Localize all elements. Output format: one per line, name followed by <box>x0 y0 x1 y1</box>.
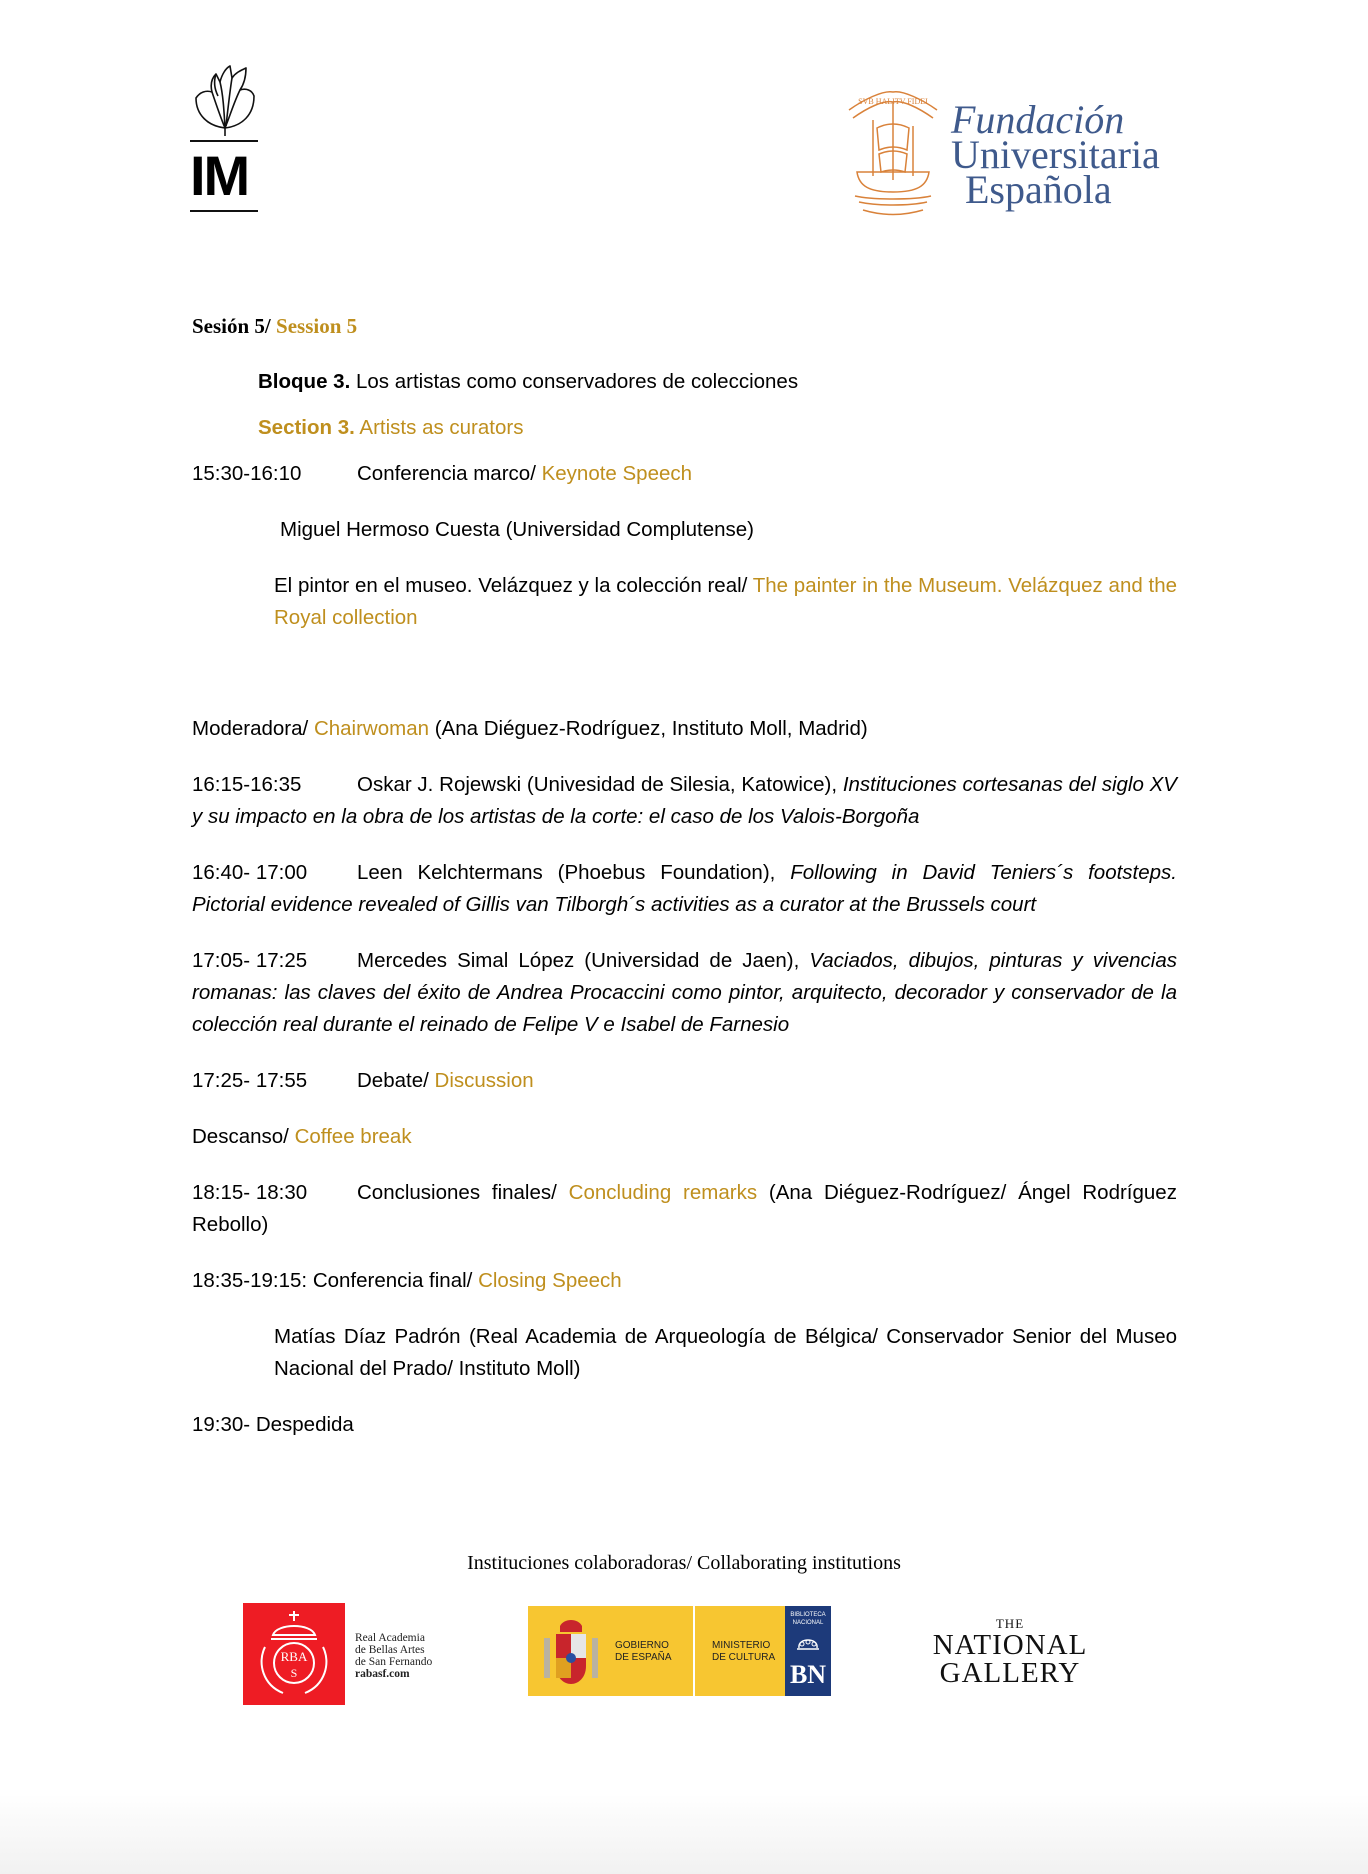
bn-letters: BN <box>789 1660 827 1689</box>
keynote-title-es: El pintor en el museo. Velázquez y la colección real/ <box>274 574 748 597</box>
debate-time: 17:25- 17:55 <box>192 1069 308 1092</box>
bn-line: NACIONAL <box>792 1620 824 1626</box>
keynote-label-es: Conferencia marco/ <box>357 462 536 485</box>
svg-text:RBA: RBA <box>280 1649 308 1664</box>
caravel-ship-icon <box>843 80 943 220</box>
section-title: Artists as curators <box>359 416 524 439</box>
debate-label-es: Debate/ <box>357 1069 429 1092</box>
break-row <box>192 1121 412 1153</box>
rabasf-text <box>355 1632 432 1680</box>
closing-label-es: Conferencia final/ <box>312 1269 473 1292</box>
talk-item <box>192 769 1177 833</box>
talk-time: 16:40- 17:00 <box>192 861 308 884</box>
keynote-time: 15:30-16:10 <box>192 462 302 485</box>
chair-row <box>192 713 868 745</box>
rabasf-line: de Bellas Artes <box>355 1644 425 1656</box>
talk-title: Instituciones cortesanas del siglo XV y su impacto en la obra de los artistas de la corte: el caso de los Valois-Borgoña <box>192 773 1177 828</box>
conclusions-time: 18:15- 18:30 <box>192 1181 308 1204</box>
fue-line: Española <box>965 167 1112 212</box>
conclusions-people: (Ana Diéguez-Rodríguez/ Ángel Rodríguez Rebollo) <box>192 1181 1177 1236</box>
keynote-label-en: Keynote Speech <box>541 462 693 485</box>
chair-label-es: Moderadora/ <box>192 717 309 740</box>
talk-speaker: Leen Kelchtermans (Phoebus Foundation), <box>357 861 776 884</box>
talk-speaker: Mercedes Simal López (Universidad de Jaen), <box>357 949 800 972</box>
keynote-speaker: Miguel Hermoso Cuesta (Universidad Complutense) <box>280 518 754 541</box>
closing-time: 18:35-19:15: <box>192 1269 308 1292</box>
rabasf-crest-icon <box>243 1603 345 1705</box>
section-heading <box>258 412 523 444</box>
chair-label-en: Chairwoman <box>313 717 430 740</box>
rabasf-line: de San Fernando <box>355 1656 433 1668</box>
debate-label-en: Discussion <box>434 1069 534 1092</box>
page-bottom-shadow <box>0 1794 1368 1874</box>
gobierno-text <box>615 1640 672 1664</box>
fundacion-universitaria-logo <box>843 80 1183 230</box>
rabasf-url: rabasf.com <box>355 1668 410 1680</box>
talk-time: 17:05- 17:25 <box>192 949 308 972</box>
conclusions-label-es: Conclusiones finales/ <box>357 1181 557 1204</box>
tulip-icon <box>190 60 260 140</box>
ng-line: NATIONAL <box>932 1629 1088 1661</box>
debate-row <box>192 1065 534 1097</box>
talk-speaker: Oskar J. Rojewski (Univesidad de Silesia, Katowice), <box>357 773 838 796</box>
keynote-title <box>274 570 1177 634</box>
bn-small-text <box>787 1611 829 1627</box>
talk-item <box>192 945 1177 1041</box>
crown-icon <box>794 1636 822 1652</box>
talk-item <box>192 857 1177 921</box>
block-title: Los artistas como conservadores de colecciones <box>355 370 799 393</box>
ministerio-line: MINISTERIO <box>712 1640 771 1651</box>
svg-text:S: S <box>290 1666 298 1680</box>
gobierno-line: GOBIERNO <box>615 1640 669 1651</box>
farewell-row: 19:30- Despedida <box>192 1413 354 1436</box>
logo-rule-top <box>190 140 258 142</box>
break-label-es: Descanso/ <box>192 1125 289 1148</box>
spain-coat-of-arms-icon <box>540 1616 602 1688</box>
talk-title: Following in David Teniers´s footsteps. Pictorial evidence revealed of Gillis van Tilborgh´s activities as a curator at the Brussels court <box>192 861 1177 916</box>
fue-line: Fundación <box>951 97 1125 142</box>
motto-text: SVB HALITV FIDEI <box>858 97 928 106</box>
rabasf-logo <box>243 1603 345 1705</box>
closing-row <box>192 1265 622 1297</box>
bn-line: BIBLIOTECA <box>790 1612 826 1618</box>
break-label-en: Coffee break <box>294 1125 412 1148</box>
ng-the: THE <box>995 1616 1025 1631</box>
biblioteca-nacional-logo <box>785 1606 831 1696</box>
logo-rule-bottom <box>190 210 258 212</box>
ng-line: GALLERY <box>939 1657 1081 1689</box>
conclusions-label-en: Concluding remarks <box>568 1181 758 1204</box>
keynote-title-en: The painter in the Museum. Velázquez and the Royal collection <box>274 574 1177 629</box>
instituto-moll-logo <box>190 60 260 212</box>
block-heading <box>258 366 798 398</box>
gobierno-line: DE ESPAÑA <box>615 1652 672 1663</box>
talk-title: Vaciados, dibujos, pinturas y vivencias romanas: las claves del éxito de Andrea Procaccini como pintor, arquitecto, decorador y conservador de la colección real durante el reinado de Felipe V e Isabel de Farnesio <box>192 949 1178 1036</box>
fue-wordmark <box>951 97 1160 212</box>
session-heading <box>192 314 357 339</box>
block-label: Bloque 3. <box>258 370 351 393</box>
national-gallery-logo <box>930 1617 1090 1687</box>
session-title-es: Sesión 5/ <box>192 314 271 338</box>
chair-person: (Ana Diéguez-Rodríguez, Instituto Moll, Madrid) <box>434 717 868 740</box>
im-logo-text: IM <box>190 144 249 207</box>
closing-speaker: Matías Díaz Padrón (Real Academia de Arqueología de Bélgica/ Conservador Senior del Museo Nacional del Prado/ Instituto Moll) <box>274 1325 1177 1380</box>
conclusions-row <box>192 1177 1177 1241</box>
section-label: Section 3. <box>258 416 355 439</box>
fue-line: Universitaria <box>951 132 1160 177</box>
closing-label-en: Closing Speech <box>478 1269 622 1292</box>
collaborating-institutions-label: Instituciones colaboradoras/ Collaborating institutions <box>467 1552 901 1574</box>
session-title-en: Session 5 <box>276 314 358 338</box>
keynote-row <box>192 458 692 490</box>
gobierno-espana-logo <box>528 1606 831 1696</box>
logo-divider <box>693 1606 695 1696</box>
talk-time: 16:15-16:35 <box>192 773 302 796</box>
ministerio-line: DE CULTURA <box>712 1652 776 1663</box>
rabasf-line: Real Academia <box>355 1632 425 1644</box>
ministerio-text <box>712 1640 775 1664</box>
